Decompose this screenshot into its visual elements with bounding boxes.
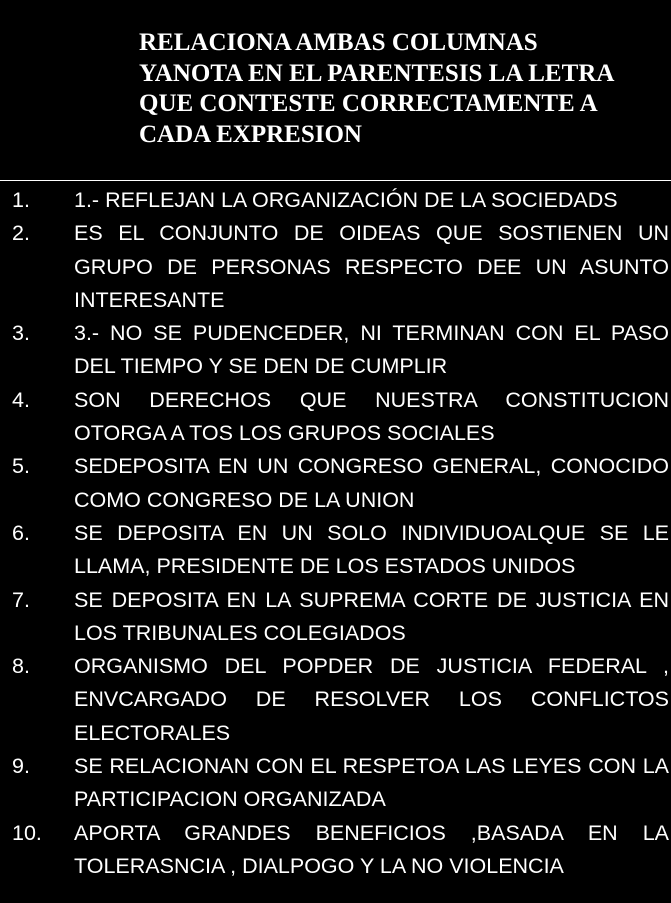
item-number: 9.: [12, 754, 30, 779]
list-item: [0, 517, 671, 584]
item-number: 3.: [12, 321, 30, 346]
slide-title: [139, 28, 659, 150]
title-line-4: CADA EXPRESION: [139, 120, 362, 148]
item-text: 3.- NO SE PUDENCEDER, NI TERMINAN CON EL PASO DEL TIEMPO Y SE DEN DE CUMPLIR: [74, 321, 669, 379]
item-text: SON DERECHOS QUE NUESTRA CONSTITUCION OTORGA A TOS LOS GRUPOS SOCIALES: [74, 387, 669, 446]
item-text: SE DEPOSITA EN LA SUPREMA CORTE DE JUSTICIA EN LOS TRIBUNALES COLEGIADOS: [74, 587, 669, 645]
item-text: ES EL CONJUNTO DE OIDEAS QUE SOSTIENEN UN GRUPO DE PERSONAS RESPECTO DEE UN ASUNTO INTERESANTE: [74, 221, 669, 312]
item-text: ORGANISMO DEL POPDER DE JUSTICIA FEDERAL , ENVCARGADO DE RESOLVER LOS CONFLICTOS ELECTORALES: [74, 654, 669, 745]
item-number: 5.: [12, 454, 30, 479]
list-item: [0, 750, 671, 817]
title-line-2: YANOTA EN EL PARENTESIS LA LETRA: [139, 59, 615, 87]
item-text: SE DEPOSITA EN UN SOLO INDIVIDUOALQUE SE LE LLAMA, PRESIDENTE DE LOS ESTADOS UNIDOS: [74, 520, 669, 579]
list-item: [0, 450, 671, 517]
expression-list: [0, 184, 671, 883]
list-item: [0, 650, 671, 750]
item-number: 2.: [12, 221, 30, 246]
divider-line: [0, 180, 671, 181]
list-item: [0, 817, 671, 884]
item-text: SEDEPOSITA EN UN CONGRESO GENERAL, CONOCIDO COMO CONGRESO DE LA UNION: [74, 454, 669, 512]
list-item: [0, 184, 671, 217]
item-text: SE RELACIONAN CON EL RESPETOA LAS LEYES CON LA PARTICIPACION ORGANIZADA: [74, 754, 669, 812]
list-item: [0, 584, 671, 651]
list-item: [0, 217, 671, 317]
item-number: 8.: [12, 654, 30, 679]
item-number: 1.: [12, 188, 30, 212]
item-text: 1.- REFLEJAN LA ORGANIZACIÓN DE LA SOCIEDADS: [74, 188, 618, 212]
item-number: 6.: [12, 520, 30, 545]
list-item: [0, 317, 671, 384]
item-number: 4.: [12, 387, 30, 412]
title-line-3: QUE CONTESTE CORRECTAMENTE A: [139, 90, 598, 117]
item-number: 7.: [12, 587, 30, 612]
title-line-1: RELACIONA AMBAS COLUMNAS: [139, 29, 538, 56]
list-item: [0, 384, 671, 451]
item-text: APORTA GRANDES BENEFICIOS ,BASADA EN LA TOLERASNCIA , DIALPOGO Y LA NO VIOLENCIA: [74, 820, 669, 878]
item-number: 10.: [12, 820, 42, 845]
